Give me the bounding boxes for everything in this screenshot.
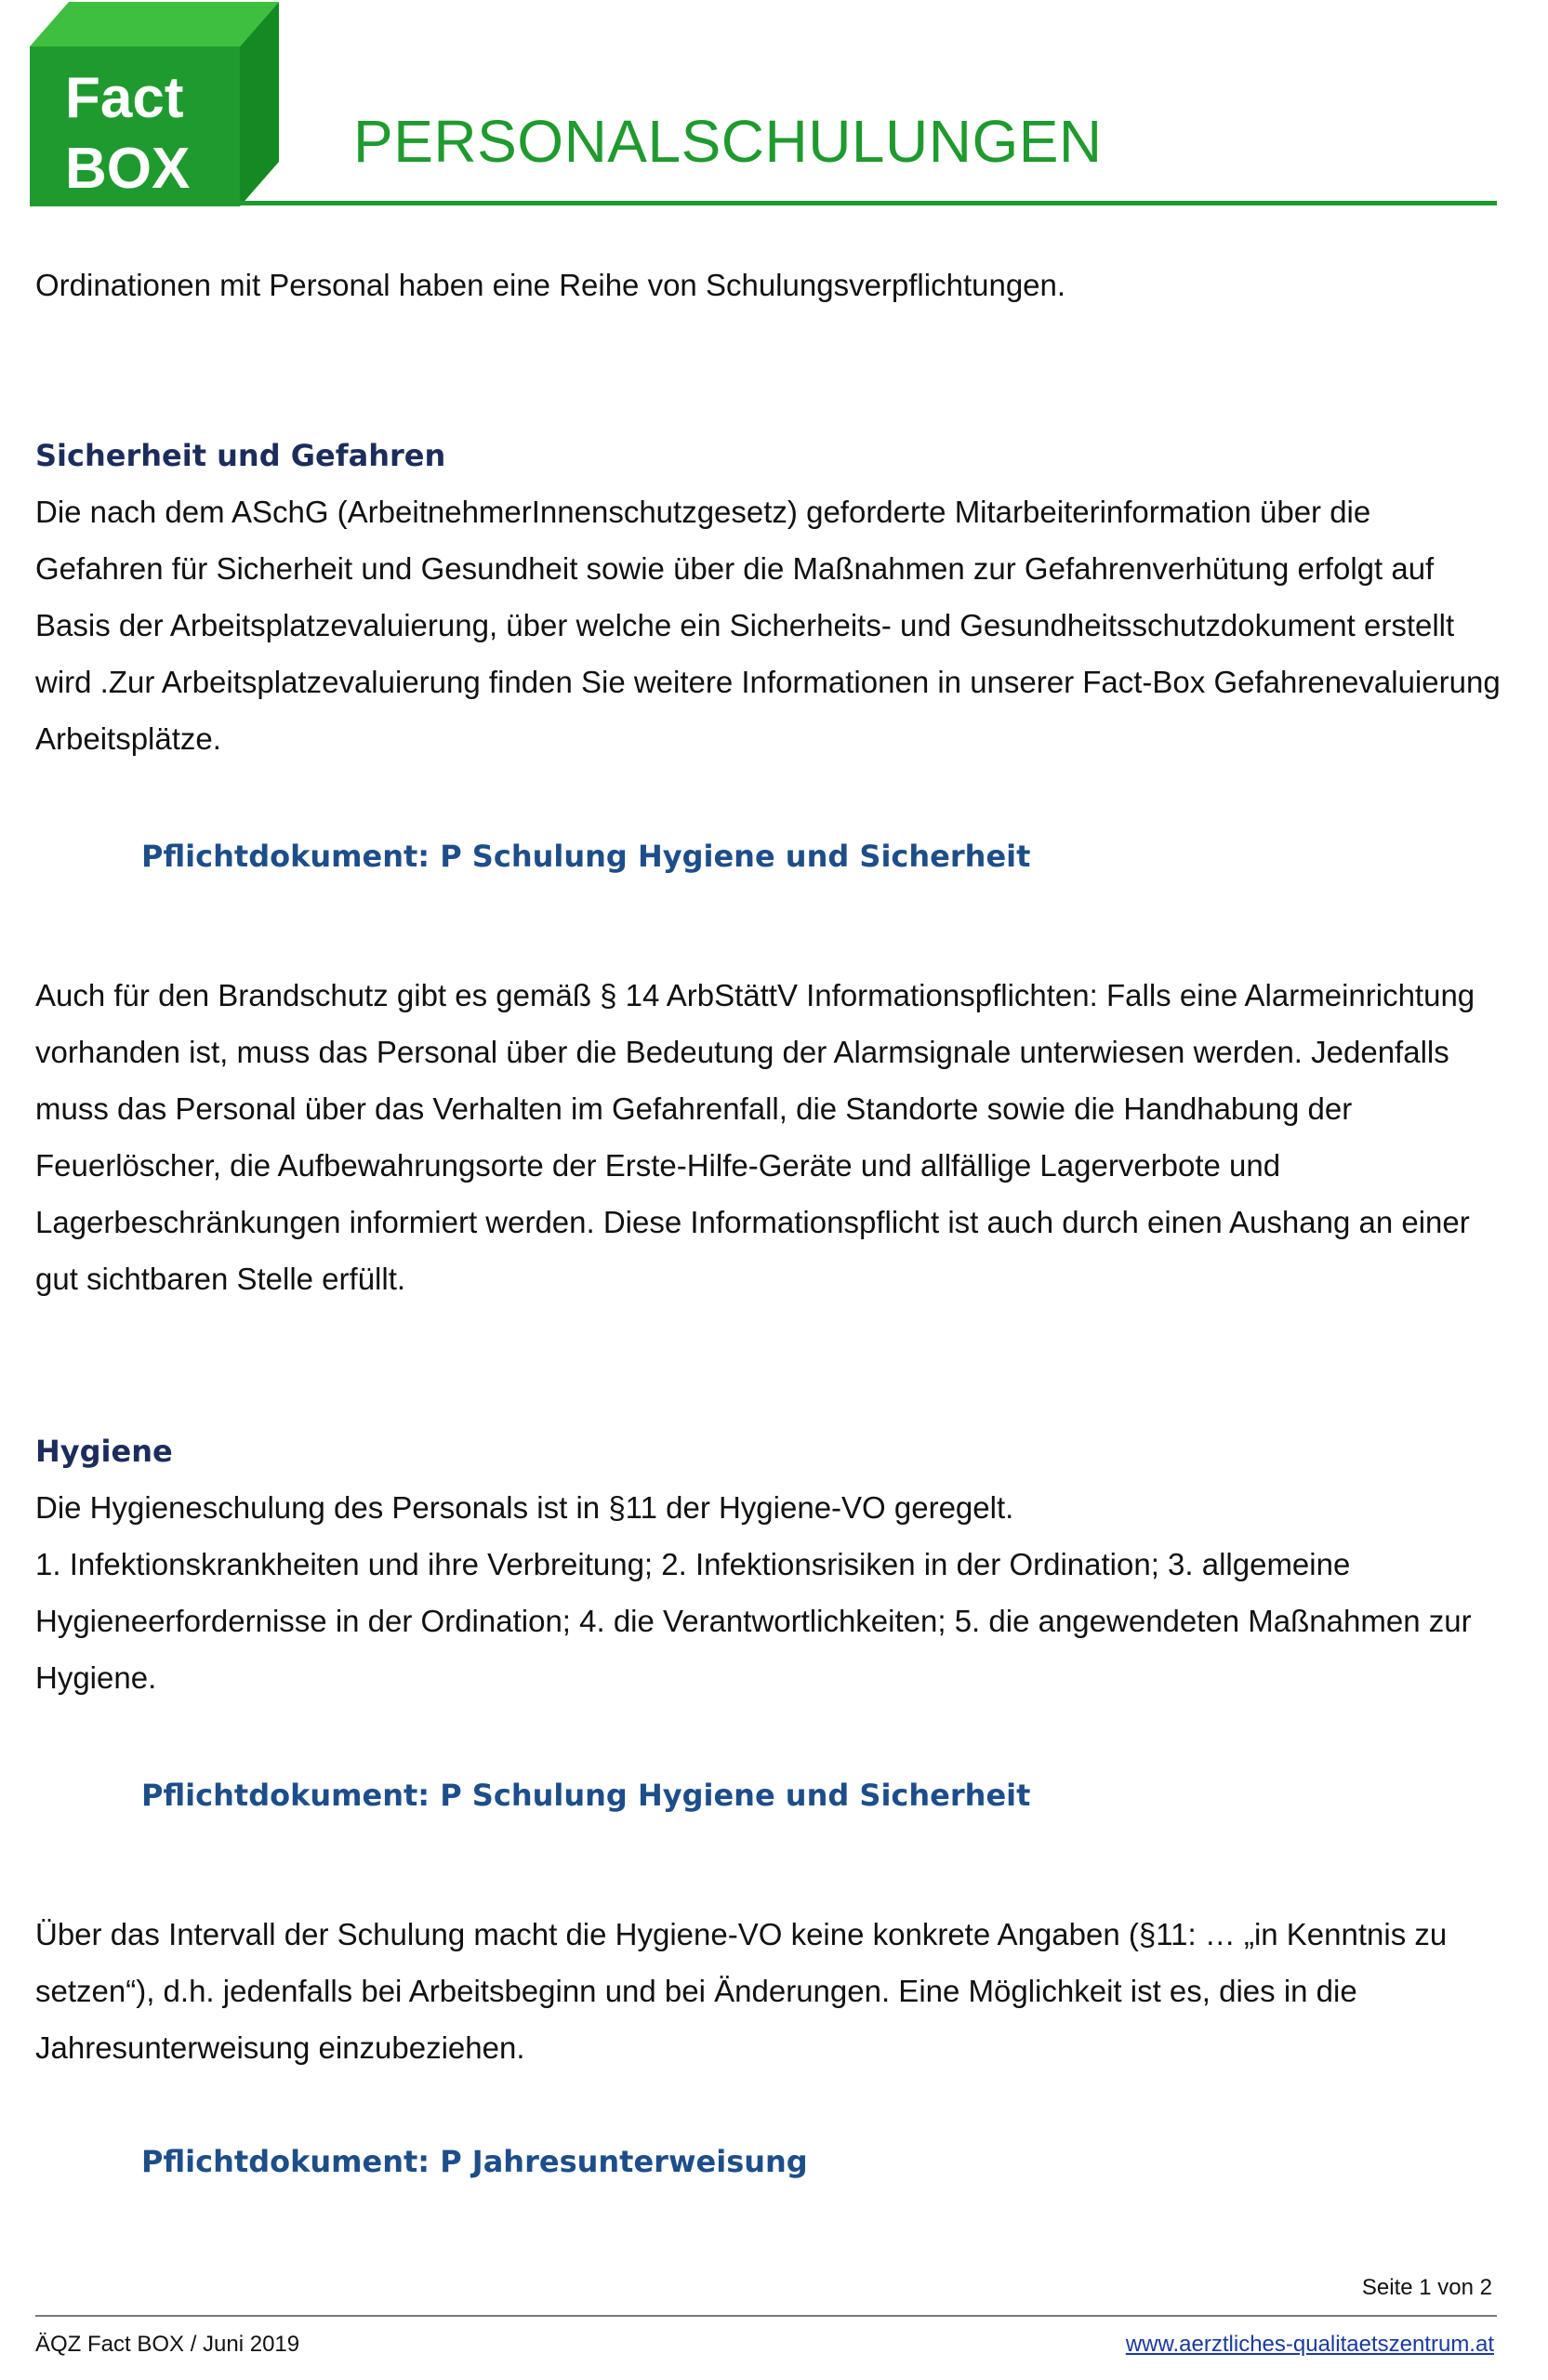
fact-box-logo (30, 0, 281, 206)
footer-website-link[interactable]: www.aerztliches-qualitaetszentrum.at (1125, 2332, 1494, 2357)
hygiene-line-1: Die Hygieneschulung des Personals ist in §11 der Hygiene-VO geregelt. (35, 1490, 1014, 1525)
page-number: Seite 1 von 2 (1361, 2275, 1492, 2300)
hygiene-line-2: 1. Infektionskrankheiten und ihre Verbreitung; 2. Infektionsrisiken in der Ordination; 3. allgemeine Hygieneerfordernisse in der Ordination; 4. die Verantwortlichkeiten; 5. die angewendeten Maßnahmen zur Hygiene. (35, 1547, 1472, 1695)
safety-text (35, 483, 1504, 767)
section-heading-hygiene: Hygiene (35, 1434, 173, 1469)
logo-text (65, 63, 190, 205)
interval-text (35, 1906, 1504, 2076)
pflichtdokument-hygiene: Pflichtdokument: P Schulung Hygiene und Sicherheit (141, 1778, 1031, 1813)
intro-paragraph: Ordinationen mit Personal haben eine Reihe von Schulungsverpflichtungen. (35, 268, 1066, 302)
pflichtdokument-safety: Pflichtdokument: P Schulung Hygiene und Sicherheit (141, 839, 1031, 874)
intro-text (35, 257, 1504, 313)
pflichtdokument-jahresunterweisung: Pflichtdokument: P Jahresunterweisung (141, 2144, 808, 2179)
page-title: PERSONALSCHULUNGEN (353, 108, 1103, 175)
header-divider (30, 201, 1497, 205)
footer-divider (35, 2315, 1497, 2317)
fire-safety-text (35, 967, 1504, 1307)
safety-paragraph: Die nach dem ASchG (ArbeitnehmerInnenschutzgesetz) geforderte Mitarbeiterinformation über die Gefahren für Sicherheit und Gesundheit sowie über die Maßnahmen zur Gefahrenverhütung erfolgt auf Basis der Arbeitsplatzevaluierung, über welche ein Sicherheits- und Gesundheitsschutzdokument erstellt wird .Zur Arbeitsplatzevaluierung finden Sie weitere Informationen in unserer Fact-Box Gefahrenevaluierung Arbeitsplätze. (35, 495, 1501, 756)
fire-safety-paragraph: Auch für den Brandschutz gibt es gemäß § 14 ArbStättV Informationspflichten: Falls eine Alarmeinrichtung vorhanden ist, muss das Personal über die Bedeutung der Alarmsignale unterwiesen werden. Jedenfalls muss das Personal über das Verhalten im Gefahrenfall, die Standorte sowie die Handhabung der Feuerlöscher, die Aufbewahrungsorte der Erste-Hilfe-Geräte und allfällige Lagerverbote und Lagerbeschränkungen informiert werden. Diese Informationspflicht ist auch durch einen Aushang an einer gut sichtbaren Stelle erfüllt. (35, 978, 1475, 1296)
footer-publication: ÄQZ Fact BOX / Juni 2019 (35, 2332, 300, 2357)
interval-paragraph: Über das Intervall der Schulung macht die Hygiene-VO keine konkrete Angaben (§11: … „in Kenntnis zu setzen“), d.h. jedenfalls bei Arbeitsbeginn und bei Änderungen. Eine Möglichkeit ist es, dies in die Jahresunterweisung einzubeziehen. (35, 1917, 1448, 2065)
logo-line-box: BOX (65, 137, 191, 201)
logo-line-fact: Fact (65, 66, 184, 130)
hygiene-text (35, 1479, 1504, 1706)
section-heading-safety: Sicherheit und Gefahren (35, 438, 446, 473)
